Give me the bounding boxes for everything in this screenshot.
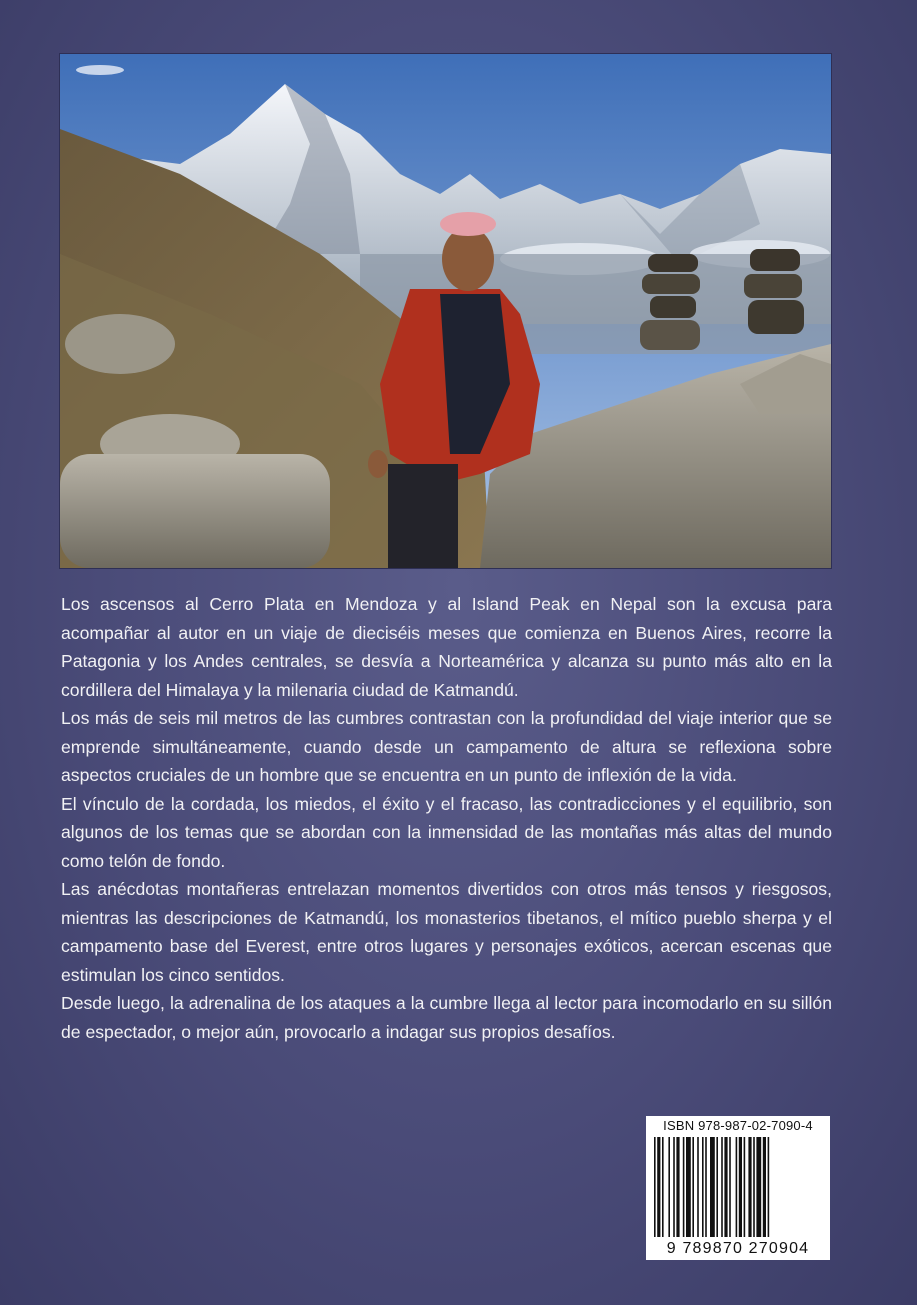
- barcode-icon: [652, 1137, 824, 1237]
- barcode-bar: [662, 1137, 664, 1237]
- barcode-bar: [748, 1137, 751, 1237]
- isbn-barcode-box: [646, 1116, 830, 1260]
- barcode-bar: [763, 1137, 766, 1237]
- barcode-bar: [729, 1137, 731, 1237]
- barcode-bar: [654, 1137, 656, 1237]
- barcode-digits: 9 789870 270904: [666, 1240, 810, 1257]
- barcode-bar: [697, 1137, 699, 1237]
- blurb-paragraph: Desde luego, la adrenalina de los ataques a la cumbre llega al lector para incomodarlo en su sillón de espectador, o mejor aún, provocarlo a indagar sus propios desafíos.: [61, 993, 832, 1042]
- barcode-bar: [716, 1137, 718, 1237]
- barcode-bar: [668, 1137, 670, 1237]
- barcode-bar: [702, 1137, 704, 1237]
- blurb-paragraph: Los más de seis mil metros de las cumbres contrastan con la profundidad del viaje interior que se emprende simultáneamente, cuando desde un campamento de altura se reflexiona sobre aspectos cruciales de un hombre que se encuentra en un punto de inflexión de la vida.: [61, 708, 832, 785]
- barcode-bar: [657, 1137, 660, 1237]
- blurb-paragraph: El vínculo de la cordada, los miedos, el éxito y el fracaso, las contradicciones y el equilibrio, son algunos de los temas que se abordan con la inmensidad de las montañas más altas del mundo como telón de fondo.: [61, 793, 832, 871]
- barcode-bar: [692, 1137, 694, 1237]
- barcode-bar: [676, 1137, 679, 1237]
- barcode-bar: [673, 1137, 675, 1237]
- isbn-label: ISBN 978-987-02-7090-4: [663, 1118, 813, 1133]
- barcode-bar: [739, 1137, 742, 1237]
- barcode-bar: [721, 1137, 723, 1237]
- barcode-bar: [744, 1137, 746, 1237]
- blurb-paragraph: Los ascensos al Cerro Plata en Mendoza y al Island Peak en Nepal son la excusa para acompañar al autor en un viaje de dieciséis meses que comienza en Buenos Aires, recorre la Patagonia y los Andes centrales, se desvía a Norteamérica y alcanza su punto más alto en la cordillera del Himalaya y la milenaria ciudad de Katmandú.: [61, 594, 832, 700]
- barcode-bar: [753, 1137, 755, 1237]
- back-cover-blurb: [61, 590, 832, 1046]
- barcode-bar: [705, 1137, 707, 1237]
- barcode-bar: [686, 1137, 691, 1237]
- barcode-bar: [683, 1137, 685, 1237]
- barcode-bar: [768, 1137, 770, 1237]
- blurb-paragraph: Las anécdotas montañeras entrelazan momentos divertidos con otros más tensos y riesgosos, mientras las descripciones de Katmandú, los monasterios tibetanos, el mítico pueblo sherpa y el campamento base del Everest, entre otros lugares y personajes exóticos, acercan escenas que estimulan los cinco sentidos.: [61, 879, 832, 985]
- barcode-bar: [736, 1137, 738, 1237]
- mountaineer-photo-icon: [60, 54, 831, 568]
- barcode-bar: [710, 1137, 715, 1237]
- barcode-bar: [756, 1137, 761, 1237]
- barcode-bar: [724, 1137, 727, 1237]
- cover-photo: [59, 53, 832, 569]
